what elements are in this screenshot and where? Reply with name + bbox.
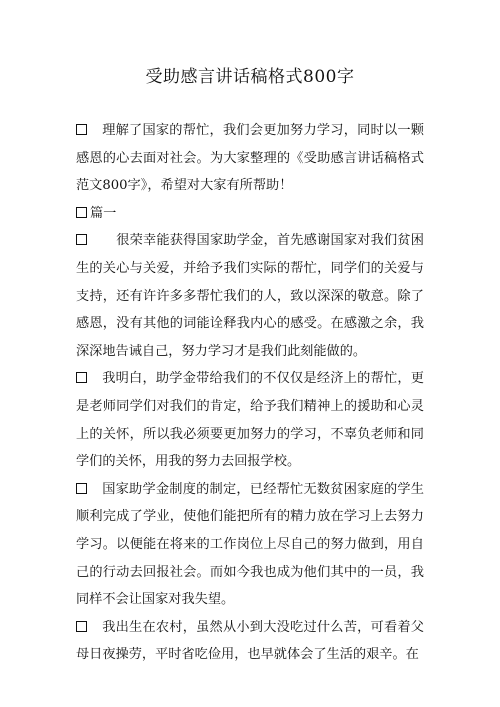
document-body <box>76 117 424 669</box>
checkbox-glyph-icon <box>76 372 87 383</box>
paragraph-text: 我明白，助学金带给我们的不仅仅是经济上的帮忙，更是老师同学们对我们的肯定，给予我们精神上的援助和心灵上的关怀，所以我必须要更加努力的学习，不辜负老师和同学们的关怀，用我的努力去回报学校。 <box>76 371 424 470</box>
section-heading <box>76 200 424 228</box>
paragraph-text: 国家助学金制度的制定，已经帮忙无数贫困家庭的学生顺利完成了学业，使他们能把所有的精力放在学习上去努力学习。以便能在将来的工作岗位上尽自己的努力做到，用自己的行动去回报社会。而如今我也成为他们其中的一员，我同样不会让国家对我失望。 <box>76 481 424 608</box>
document-title: 受助感言讲话稿格式800字 <box>145 67 355 87</box>
paragraph-4 <box>76 614 424 669</box>
checkbox-glyph-icon <box>76 124 87 135</box>
paragraph-text: 我出生在农村，虽然从小到大没吃过什么苦，可看着父母日夜操劳，平时省吃俭用，也早就体会了生活的艰辛。在 <box>76 619 424 663</box>
paragraph-intro <box>76 117 424 200</box>
checkbox-glyph-icon <box>76 234 87 245</box>
paragraph-1 <box>76 227 424 365</box>
paragraph-2 <box>76 365 424 475</box>
section-heading-text: 篇一 <box>90 205 117 221</box>
paragraph-3 <box>76 476 424 614</box>
paragraph-text: 很荣幸能获得国家助学金，首先感谢国家对我们贫困生的关心与关爱，并给予我们实际的帮忙，同学们的关爱与支持，还有许许多多帮忙我们的人，致以深深的敬意。除了感恩，没有其他的词能诠释我内心的感受。在感激之余，我深深地告诫自己，努力学习才是我们此刻能做的。 <box>76 233 424 359</box>
checkbox-glyph-icon <box>76 483 87 494</box>
paragraph-text: 理解了国家的帮忙，我们会更加努力学习，同时以一颗感恩的心去面对社会。为大家整理的《受助感言讲话稿格式范文800字》，希望对大家有所帮助！ <box>76 123 424 194</box>
checkbox-glyph-icon <box>76 621 87 632</box>
checkbox-glyph-icon <box>76 207 87 218</box>
